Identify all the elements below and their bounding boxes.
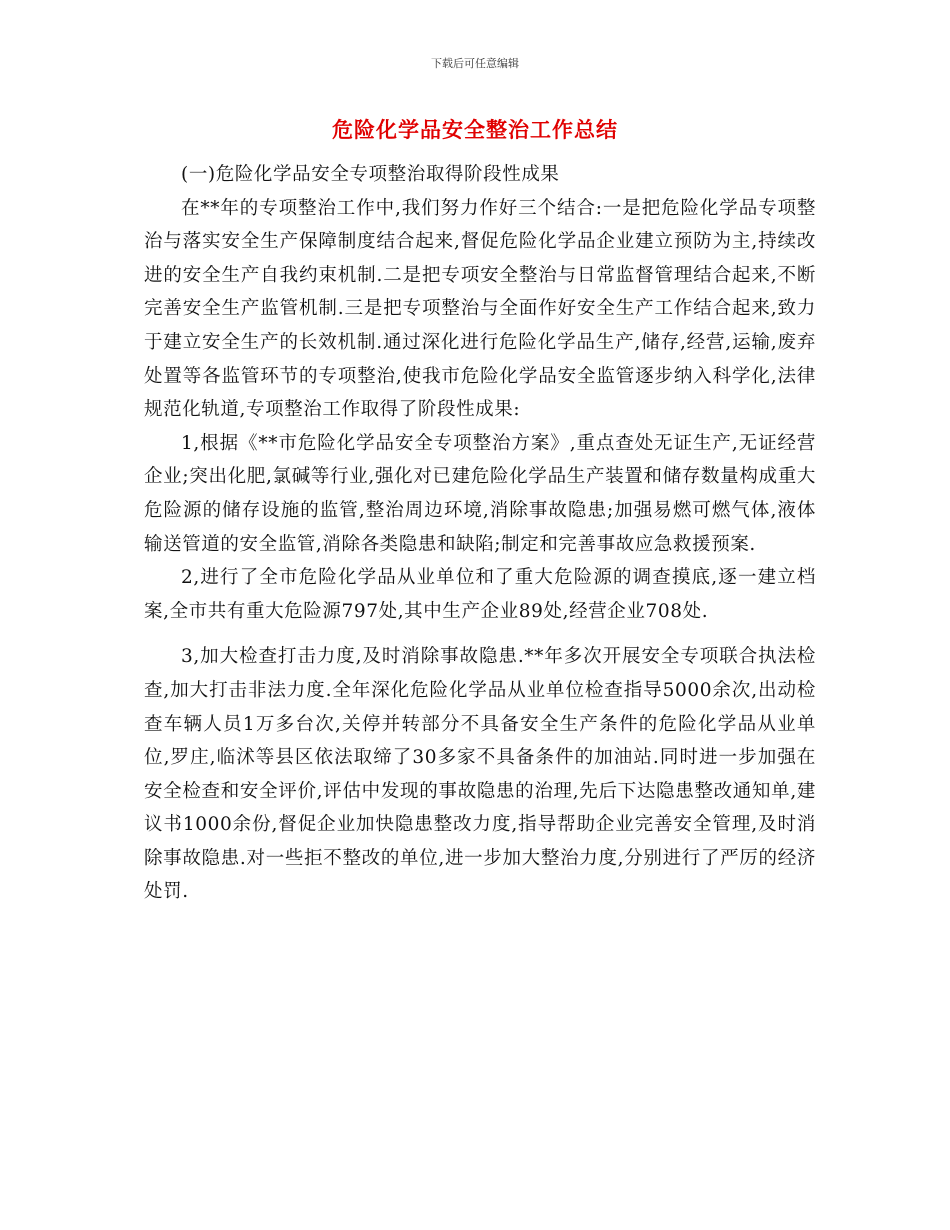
paragraph-item-1: 1,根据《**市危险化学品安全专项整治方案》,重点查处无证生产,无证经营企业;突出化肥,氯碱等行业,强化对已建危险化学品生产装置和储存数量构成重大危险源的储存设施的监管,整治周边环境,消除事故隐患;加强易燃可燃气体,液体输送管道的安全监管,消除各类隐患和缺陷;制定和完善事故应急救援预案. bbox=[144, 432, 816, 555]
paragraph-intro: 在**年的专项整治工作中,我们努力作好三个结合:一是把危险化学品专项整治与落实安全生产保障制度结合起来,督促危险化学品企业建立预防为主,持续改进的安全生产自我约束机制.二是把专项安全整治与日常监督管理结合起来,不断完善安全生产监管机制.三是把专项整治与全面作好安全生产工作结合起来,致力于建立安全生产的长效机制.通过深化进行危险化学品生产,储存,经营,运输,废弃处置等各监管环节的专项整治,使我市危险化学品安全监管逐步纳入科学化,法律规范化轨道,专项整治工作取得了阶段性成果: bbox=[144, 197, 816, 421]
paragraph-item-2: 2,进行了全市危险化学品从业单位和了重大危险源的调查摸底,逐一建立档案,全市共有重大危险源797处,其中生产企业89处,经营企业708处. bbox=[144, 567, 816, 622]
document-title: 危险化学品安全整治工作总结 bbox=[332, 117, 618, 142]
paragraph-item-3: 3,加大检查打击力度,及时消除事故隐患.**年多次开展安全专项联合执法检查,加大打击非法力度.全年深化危险化学品从业单位检查指导5000余次,出动检查车辆人员1万多台次,关停并转部分不具备安全生产条件的危险化学品从业单位,罗庄,临沭等县区依法取缔了30多家不具备条件的加油站.同时进一步加强在安全检查和安全评价,评估中发现的事故隐患的治理,先后下达隐患整改通知单,建议书1000余份,督促企业加快隐患整改力度,指导帮助企业完善安全管理,及时消除事故隐患.对一些拒不整改的单位,进一步加大整治力度,分别进行了严厉的经济处罚. bbox=[144, 646, 816, 903]
document-body bbox=[144, 158, 816, 909]
section-heading: (一)危险化学品安全专项整治取得阶段性成果 bbox=[181, 164, 560, 185]
page-header-note: 下载后可任意编辑 bbox=[431, 57, 519, 70]
